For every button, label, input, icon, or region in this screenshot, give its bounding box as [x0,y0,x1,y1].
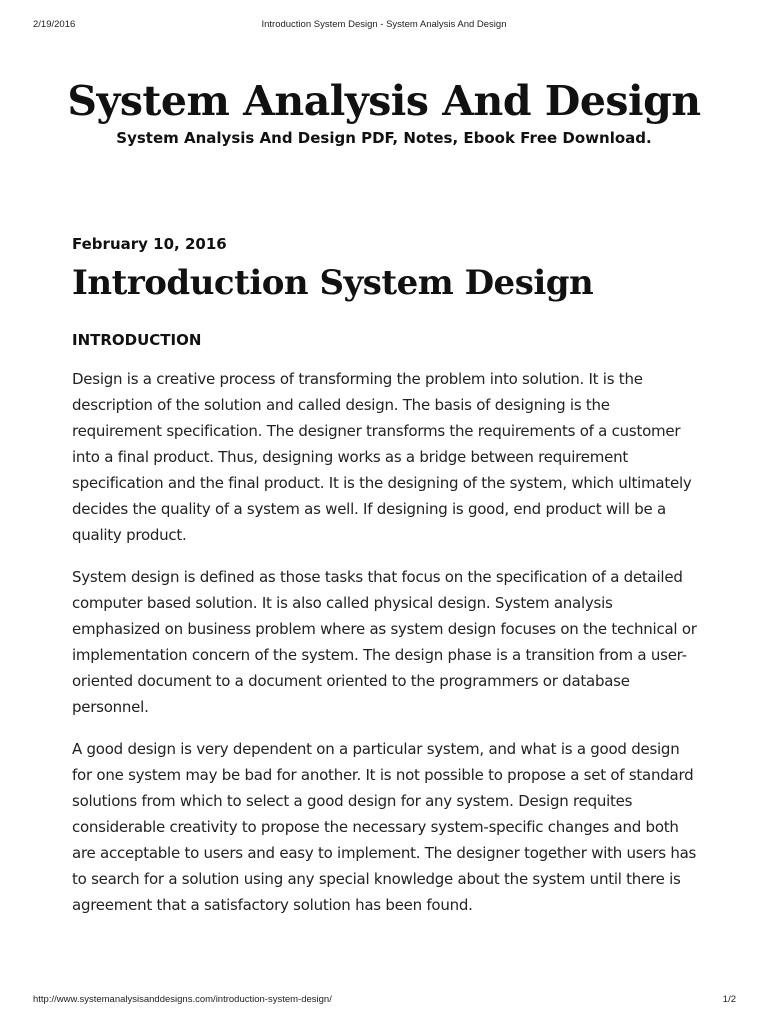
section-heading: INTRODUCTION [72,331,202,349]
paragraph-3: A good design is very dependent on a particular system, and what is a good design for one system may be bad for another. It is not possible to propose a set of standard solutions from which to select a good design for any system. Design requites considerable creativity to propose the necessary system-specific changes and both are acceptable to users and easy to implement. The designer together with users has to search for a solution using any special knowledge about the system until there is agreement that a satisfactory solution has been found. [72,740,697,914]
post-date: February 10, 2016 [72,235,227,253]
print-header [0,19,768,33]
site-title[interactable]: System Analysis And Design [67,77,701,125]
post-title: Introduction System Design [72,263,594,303]
site-header [0,72,768,148]
page-number: 1/2 [722,994,736,1005]
paragraph-2: System design is defined as those tasks that focus on the specification of a detailed computer based solution. It is also called physical design. System analysis emphasized on business problem where as system design focuses on the technical or implementation concern of the system. The design phase is a transition from a user-oriented document to a document oriented to the programmers or database personnel. [72,568,697,716]
paragraph-1: Design is a creative process of transforming the problem into solution. It is the description of the solution and called design. The basis of designing is the requirement specification. The designer transforms the requirements of a customer into a final product. Thus, designing works as a bridge between requirement specification and the final product. It is the designing of the system, which ultimately decides the quality of a system as well. If designing is good, end product will be a quality product. [72,370,692,544]
print-date: 2/19/2016 [33,19,76,30]
post-article [72,234,698,918]
print-document-title: Introduction System Design - System Analysis And Design [261,19,507,30]
print-footer [0,994,768,1008]
print-url: http://www.systemanalysisanddesigns.com/introduction-system-design/ [33,994,332,1005]
site-tagline: System Analysis And Design PDF, Notes, Ebook Free Download. [116,129,652,147]
